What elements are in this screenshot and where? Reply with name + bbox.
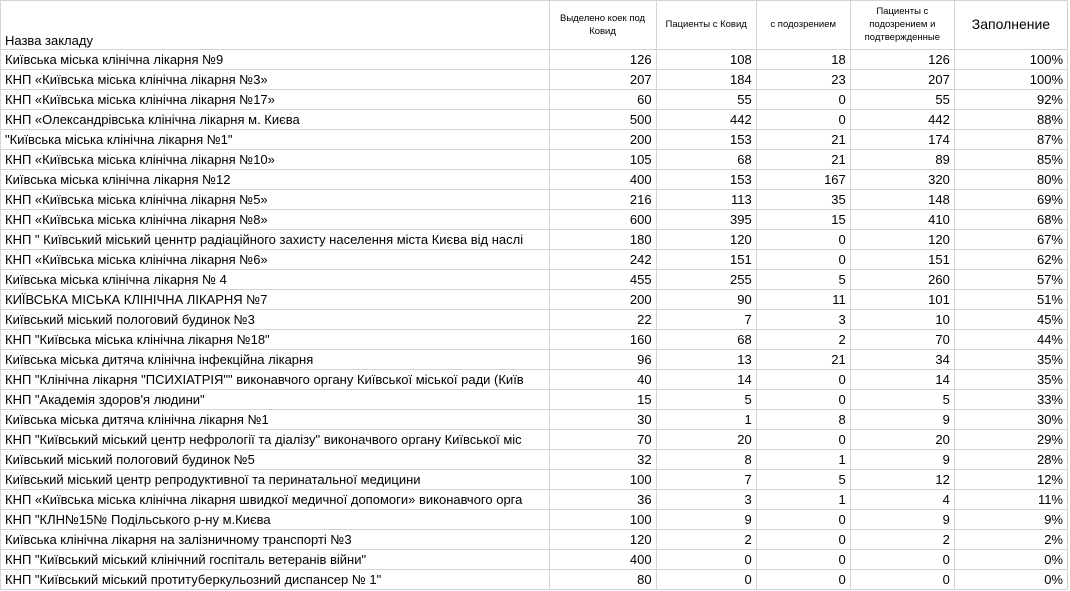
cell-covid[interactable]: 68	[656, 150, 756, 170]
table-row	[1, 430, 1068, 450]
cell-fill[interactable]: 92%	[954, 90, 1067, 110]
cell-suspected[interactable]: 8	[756, 410, 850, 430]
cell-fill[interactable]: 88%	[954, 110, 1067, 130]
cell-covid[interactable]: 108	[656, 50, 756, 70]
cell-name[interactable]: КНП "Академія здоров'я людини"	[1, 390, 550, 410]
cell-total[interactable]: 70	[850, 330, 954, 350]
cell-covid[interactable]: 7	[656, 310, 756, 330]
cell-beds[interactable]: 40	[549, 370, 656, 390]
cell-suspected[interactable]: 0	[756, 370, 850, 390]
cell-total[interactable]: 126	[850, 50, 954, 70]
cell-fill[interactable]: 62%	[954, 250, 1067, 270]
table-row	[1, 130, 1068, 150]
cell-covid[interactable]: 151	[656, 250, 756, 270]
cell-covid[interactable]: 90	[656, 290, 756, 310]
cell-covid[interactable]: 255	[656, 270, 756, 290]
table-row	[1, 550, 1068, 570]
cell-fill[interactable]: 35%	[954, 350, 1067, 370]
cell-suspected[interactable]: 0	[756, 570, 850, 590]
cell-fill[interactable]: 80%	[954, 170, 1067, 190]
cell-beds[interactable]: 207	[549, 70, 656, 90]
cell-fill[interactable]: 0%	[954, 550, 1067, 570]
cell-beds[interactable]: 126	[549, 50, 656, 70]
cell-total[interactable]: 10	[850, 310, 954, 330]
cell-fill[interactable]: 51%	[954, 290, 1067, 310]
cell-fill[interactable]: 69%	[954, 190, 1067, 210]
cell-covid[interactable]: 7	[656, 470, 756, 490]
table-row	[1, 50, 1068, 70]
cell-name[interactable]: КНП «Київська міська клінічна лікарня №17»	[1, 90, 550, 110]
cell-total[interactable]: 55	[850, 90, 954, 110]
header-row	[1, 1, 1068, 50]
cell-beds[interactable]: 242	[549, 250, 656, 270]
cell-name[interactable]: КНП «Київська міська клінічна лікарня №5»	[1, 190, 550, 210]
table-row	[1, 250, 1068, 270]
cell-name[interactable]: Київський міський пологовий будинок №3	[1, 310, 550, 330]
cell-beds[interactable]: 100	[549, 470, 656, 490]
cell-beds[interactable]: 96	[549, 350, 656, 370]
cell-suspected[interactable]: 21	[756, 350, 850, 370]
table-row	[1, 490, 1068, 510]
cell-total[interactable]: 0	[850, 550, 954, 570]
cell-total[interactable]: 9	[850, 410, 954, 430]
cell-suspected[interactable]: 0	[756, 90, 850, 110]
cell-total[interactable]: 442	[850, 110, 954, 130]
cell-name[interactable]: Київський міський центр репродуктивної та перинатальної медицини	[1, 470, 550, 490]
cell-total[interactable]: 148	[850, 190, 954, 210]
cell-suspected[interactable]: 0	[756, 430, 850, 450]
cell-suspected[interactable]: 23	[756, 70, 850, 90]
cell-covid[interactable]: 20	[656, 430, 756, 450]
cell-total[interactable]: 260	[850, 270, 954, 290]
table-row	[1, 230, 1068, 250]
table-row	[1, 390, 1068, 410]
table-row	[1, 370, 1068, 390]
cell-fill[interactable]: 85%	[954, 150, 1067, 170]
cell-suspected[interactable]: 35	[756, 190, 850, 210]
cell-name[interactable]: КНП "Київський міський центр нефрології та діалізу" виконачвого органу Київської міс	[1, 430, 550, 450]
cell-beds[interactable]: 180	[549, 230, 656, 250]
cell-beds[interactable]: 32	[549, 450, 656, 470]
cell-beds[interactable]: 200	[549, 290, 656, 310]
cell-fill[interactable]: 68%	[954, 210, 1067, 230]
table-row	[1, 190, 1068, 210]
cell-covid[interactable]: 14	[656, 370, 756, 390]
cell-suspected[interactable]: 18	[756, 50, 850, 70]
table-row	[1, 90, 1068, 110]
table-row	[1, 70, 1068, 90]
cell-name[interactable]: КНП "Київський міський клінічний госпіталь ветеранів війни"	[1, 550, 550, 570]
cell-fill[interactable]: 35%	[954, 370, 1067, 390]
cell-covid[interactable]: 68	[656, 330, 756, 350]
cell-covid[interactable]: 184	[656, 70, 756, 90]
cell-fill[interactable]: 30%	[954, 410, 1067, 430]
cell-fill[interactable]: 44%	[954, 330, 1067, 350]
cell-name[interactable]: КНП "Київська міська клінічна лікарня №18"	[1, 330, 550, 350]
cell-covid[interactable]: 55	[656, 90, 756, 110]
cell-fill[interactable]: 45%	[954, 310, 1067, 330]
cell-suspected[interactable]: 5	[756, 270, 850, 290]
header-name[interactable]: Назва закладу	[1, 1, 550, 50]
cell-beds[interactable]: 600	[549, 210, 656, 230]
cell-suspected[interactable]: 1	[756, 490, 850, 510]
cell-name[interactable]: Київська міська клінічна лікарня №12	[1, 170, 550, 190]
table-row	[1, 470, 1068, 490]
cell-name[interactable]: Київська клінічна лікарня на залізничному транспорті №3	[1, 530, 550, 550]
cell-total[interactable]: 120	[850, 230, 954, 250]
cell-suspected[interactable]: 0	[756, 110, 850, 130]
cell-total[interactable]: 2	[850, 530, 954, 550]
cell-suspected[interactable]: 0	[756, 250, 850, 270]
cell-suspected[interactable]: 21	[756, 130, 850, 150]
cell-suspected[interactable]: 0	[756, 510, 850, 530]
cell-suspected[interactable]: 1	[756, 450, 850, 470]
cell-total[interactable]: 4	[850, 490, 954, 510]
cell-covid[interactable]: 3	[656, 490, 756, 510]
cell-name[interactable]: КНП "Київський міський протитуберкульозний диспансер № 1"	[1, 570, 550, 590]
cell-suspected[interactable]: 0	[756, 390, 850, 410]
cell-total[interactable]: 0	[850, 570, 954, 590]
cell-covid[interactable]: 153	[656, 170, 756, 190]
cell-covid[interactable]: 1	[656, 410, 756, 430]
cell-suspected[interactable]: 0	[756, 230, 850, 250]
cell-total[interactable]: 12	[850, 470, 954, 490]
cell-name[interactable]: Київська міська клінічна лікарня №9	[1, 50, 550, 70]
cell-name[interactable]: КИЇВСЬКА МІСЬКА КЛІНІЧНА ЛІКАРНЯ №7	[1, 290, 550, 310]
table-row	[1, 510, 1068, 530]
cell-name[interactable]: КНП "КЛН№15№ Подільського р-ну м.Києва	[1, 510, 550, 530]
cell-total[interactable]: 14	[850, 370, 954, 390]
cell-total[interactable]: 9	[850, 510, 954, 530]
cell-suspected[interactable]: 11	[756, 290, 850, 310]
cell-covid[interactable]: 395	[656, 210, 756, 230]
cell-fill[interactable]: 100%	[954, 70, 1067, 90]
cell-covid[interactable]: 9	[656, 510, 756, 530]
cell-suspected[interactable]: 21	[756, 150, 850, 170]
cell-suspected[interactable]: 2	[756, 330, 850, 350]
cell-covid[interactable]: 113	[656, 190, 756, 210]
cell-total[interactable]: 20	[850, 430, 954, 450]
cell-beds[interactable]: 216	[549, 190, 656, 210]
cell-covid[interactable]: 0	[656, 550, 756, 570]
table-row	[1, 410, 1068, 430]
cell-name[interactable]: Київська міська дитяча клінічна лікарня №1	[1, 410, 550, 430]
cell-total[interactable]: 89	[850, 150, 954, 170]
cell-beds[interactable]: 400	[549, 170, 656, 190]
cell-beds[interactable]: 60	[549, 90, 656, 110]
cell-name[interactable]: КНП «Київська міська клінічна лікарня №3»	[1, 70, 550, 90]
table-row	[1, 530, 1068, 550]
cell-suspected[interactable]: 3	[756, 310, 850, 330]
table-row	[1, 330, 1068, 350]
cell-fill[interactable]: 11%	[954, 490, 1067, 510]
cell-covid[interactable]: 13	[656, 350, 756, 370]
cell-beds[interactable]: 70	[549, 430, 656, 450]
cell-fill[interactable]: 67%	[954, 230, 1067, 250]
cell-fill[interactable]: 100%	[954, 50, 1067, 70]
cell-beds[interactable]: 30	[549, 410, 656, 430]
cell-total[interactable]: 151	[850, 250, 954, 270]
table-row	[1, 290, 1068, 310]
cell-fill[interactable]: 2%	[954, 530, 1067, 550]
cell-suspected[interactable]: 0	[756, 550, 850, 570]
header-covid[interactable]: Пациенты с Ковид	[656, 1, 756, 50]
cell-fill[interactable]: 28%	[954, 450, 1067, 470]
cell-beds[interactable]: 80	[549, 570, 656, 590]
cell-beds[interactable]: 500	[549, 110, 656, 130]
cell-name[interactable]: КНП «Київська міська клінічна лікарня №6»	[1, 250, 550, 270]
cell-beds[interactable]: 200	[549, 130, 656, 150]
cell-total[interactable]: 101	[850, 290, 954, 310]
header-beds[interactable]: Выделено коек под Ковид	[549, 1, 656, 50]
cell-covid[interactable]: 120	[656, 230, 756, 250]
cell-beds[interactable]: 160	[549, 330, 656, 350]
cell-name[interactable]: КНП " Київський міський ценнтр радіаційного захисту населення міста Києва від наслі	[1, 230, 550, 250]
cell-fill[interactable]: 12%	[954, 470, 1067, 490]
cell-total[interactable]: 320	[850, 170, 954, 190]
cell-beds[interactable]: 120	[549, 530, 656, 550]
table-row	[1, 350, 1068, 370]
cell-covid[interactable]: 8	[656, 450, 756, 470]
cell-name[interactable]: Київський міський пологовий будинок №5	[1, 450, 550, 470]
header-suspected[interactable]: с подозрением	[756, 1, 850, 50]
cell-beds[interactable]: 15	[549, 390, 656, 410]
cell-name[interactable]: КНП «Київська міська клінічна лікарня швидкої медичної допомоги» виконавчого орга	[1, 490, 550, 510]
cell-fill[interactable]: 9%	[954, 510, 1067, 530]
cell-covid[interactable]: 153	[656, 130, 756, 150]
cell-total[interactable]: 207	[850, 70, 954, 90]
cell-suspected[interactable]: 5	[756, 470, 850, 490]
cell-suspected[interactable]: 0	[756, 530, 850, 550]
table-row	[1, 210, 1068, 230]
cell-covid[interactable]: 2	[656, 530, 756, 550]
cell-name[interactable]: КНП «Київська міська клінічна лікарня №8»	[1, 210, 550, 230]
cell-beds[interactable]: 22	[549, 310, 656, 330]
cell-fill[interactable]: 87%	[954, 130, 1067, 150]
cell-name[interactable]: КНП "Клінічна лікарня "ПСИХІАТРІЯ"" виконавчого органу Київської міської ради (Київ	[1, 370, 550, 390]
cell-fill[interactable]: 57%	[954, 270, 1067, 290]
cell-total[interactable]: 5	[850, 390, 954, 410]
cell-beds[interactable]: 455	[549, 270, 656, 290]
table-row	[1, 310, 1068, 330]
cell-covid[interactable]: 5	[656, 390, 756, 410]
cell-suspected[interactable]: 167	[756, 170, 850, 190]
table-row	[1, 110, 1068, 130]
cell-beds[interactable]: 36	[549, 490, 656, 510]
cell-fill[interactable]: 33%	[954, 390, 1067, 410]
header-total[interactable]: Пациенты с подозрением и подтвержденные	[850, 1, 954, 50]
cell-total[interactable]: 34	[850, 350, 954, 370]
cell-suspected[interactable]: 15	[756, 210, 850, 230]
cell-fill[interactable]: 0%	[954, 570, 1067, 590]
table-row	[1, 150, 1068, 170]
cell-name[interactable]: КНП «Київська міська клінічна лікарня №10»	[1, 150, 550, 170]
cell-name[interactable]: "Київська міська клінічна лікарня №1"	[1, 130, 550, 150]
table-row	[1, 270, 1068, 290]
cell-name[interactable]: КНП «Олександрівська клінічна лікарня м. Києва	[1, 110, 550, 130]
table-row	[1, 450, 1068, 470]
cell-fill[interactable]: 29%	[954, 430, 1067, 450]
cell-name[interactable]: Київська міська клінічна лікарня № 4	[1, 270, 550, 290]
cell-total[interactable]: 174	[850, 130, 954, 150]
cell-beds[interactable]: 100	[549, 510, 656, 530]
cell-covid[interactable]: 442	[656, 110, 756, 130]
table-row	[1, 570, 1068, 590]
cell-beds[interactable]: 400	[549, 550, 656, 570]
cell-name[interactable]: Київська міська дитяча клінічна інфекційна лікарня	[1, 350, 550, 370]
cell-total[interactable]: 9	[850, 450, 954, 470]
table-row	[1, 170, 1068, 190]
cell-beds[interactable]: 105	[549, 150, 656, 170]
header-fill[interactable]: Заполнение	[954, 1, 1067, 50]
cell-covid[interactable]: 0	[656, 570, 756, 590]
cell-total[interactable]: 410	[850, 210, 954, 230]
